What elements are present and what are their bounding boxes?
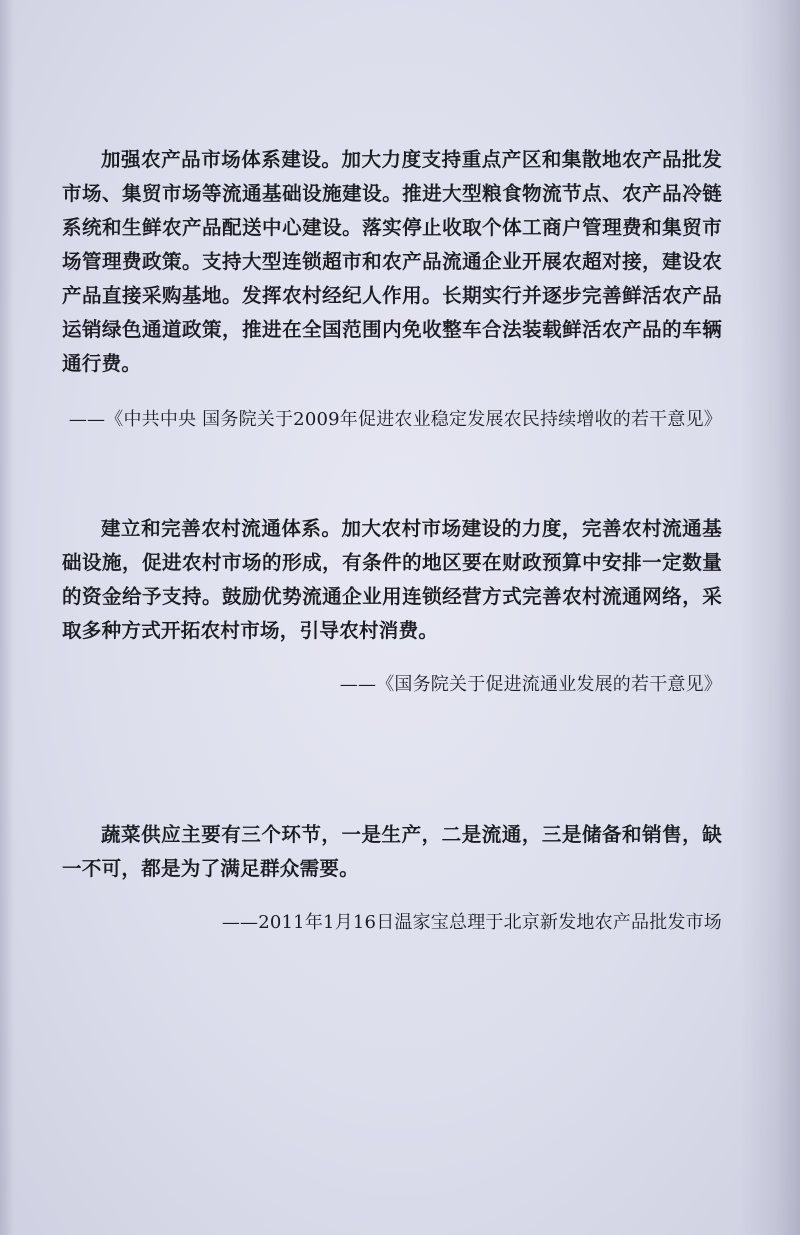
quote-text: 建立和完善农村流通体系。加大农村市场建设的力度，完善农村流通基础设施，促进农村市场的形成，有条件的地区要在财政预算中安排一定数量的资金给予支持。鼓励优势流通企业用连锁经营方式完善农村流通网络，采取多种方式开拓农村市场，引导农村消费。 [62,517,722,642]
quote-source: ——《中共中央 国务院关于2009年促进农业稳定发展农民持续增收的若干意见》 [68,409,722,430]
quote-block-2 [62,512,722,700]
page-spine-shadow [740,0,800,1235]
quote-source: ——2011年1月16日温家宝总理于北京新发地农产品批发市场 [221,912,722,933]
page-left-edge-shadow [0,0,14,1235]
quote-block-1 [62,143,722,435]
quote-text: 蔬菜供应主要有三个环节，一是生产，二是流通，三是储备和销售，缺一不可，都是为了满足群众需要。 [62,823,722,880]
quote-block-3 [62,818,722,938]
quote-source: ——《国务院关于促进流通业发展的若干意见》 [339,674,722,695]
quote-text: 加强农产品市场体系建设。加大力度支持重点产区和集散地农产品批发市场、集贸市场等流通基础设施建设。推进大型粮食物流节点、农产品冷链系统和生鲜农产品配送中心建设。落实停止收取个体工商户管理费和集贸市场管理费政策。支持大型连锁超市和农产品流通企业开展农超对接，建设农产品直接采购基地。发挥农村经纪人作用。长期实行并逐步完善鲜活农产品运销绿色通道政策，推进在全国范围内免收整车合法装载鲜活农产品的车辆通行费。 [62,148,722,375]
